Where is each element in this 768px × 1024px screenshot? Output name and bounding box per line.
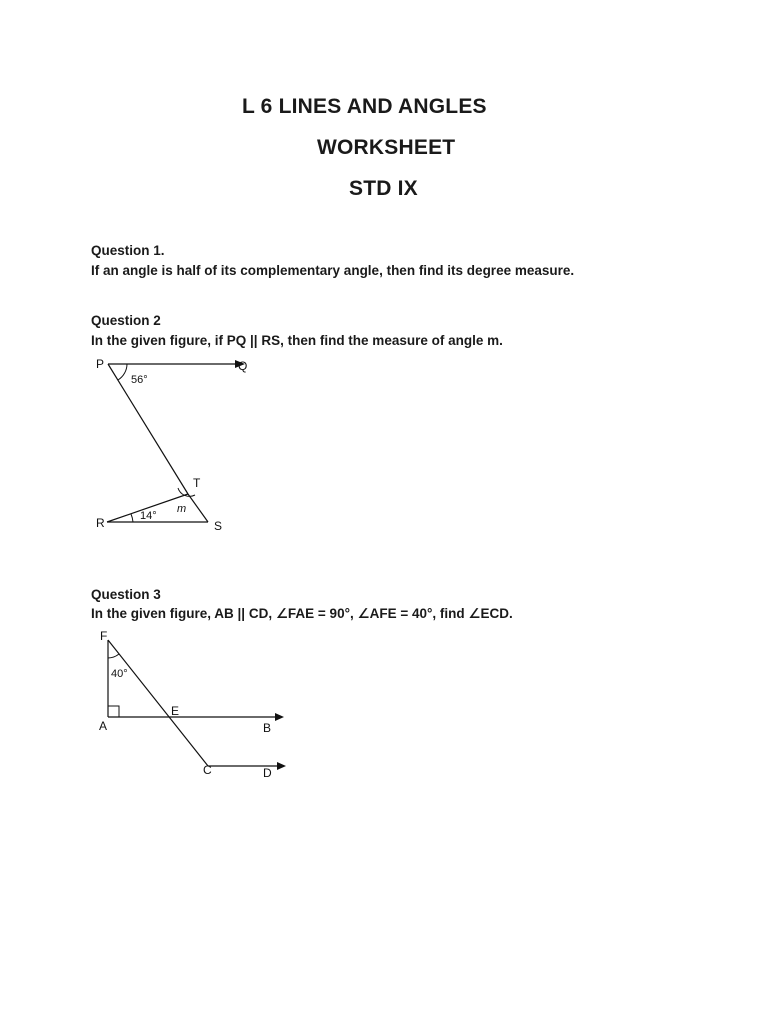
angle-arc-r xyxy=(131,514,133,522)
line-ts xyxy=(188,494,208,522)
label-a: A xyxy=(99,719,108,733)
line-pt xyxy=(108,364,188,494)
arrow-d-icon xyxy=(277,762,286,770)
label-c: C xyxy=(203,763,212,777)
question-2-heading: Question 2 xyxy=(91,313,161,328)
label-d: D xyxy=(263,766,272,780)
question-3-text: In the given figure, AB || CD, ∠FAE = 90°, ∠AFE = 40°, find ∠ECD. xyxy=(91,606,513,621)
label-f: F xyxy=(100,629,108,643)
question-3-figure xyxy=(85,626,300,781)
worksheet-class: STD IX xyxy=(349,177,418,200)
label-q: Q xyxy=(238,359,248,373)
angle-arc-p xyxy=(118,364,127,380)
worksheet-subtitle: WORKSHEET xyxy=(317,136,456,159)
label-s: S xyxy=(214,519,223,533)
worksheet-title: L 6 LINES AND ANGLES xyxy=(242,95,487,118)
question-3-heading: Question 3 xyxy=(91,587,161,602)
label-r: R xyxy=(96,516,105,530)
angle-40-label: 40° xyxy=(111,668,128,680)
label-b: B xyxy=(263,721,272,735)
question-1-heading: Question 1. xyxy=(91,243,165,258)
question-1-text: If an angle is half of its complementary angle, then find its degree measure. xyxy=(91,263,575,278)
angle-m-label: m xyxy=(177,503,187,515)
label-t: T xyxy=(193,476,201,490)
angle-56-label: 56° xyxy=(131,374,148,386)
line-fc xyxy=(108,640,208,766)
question-2-text: In the given figure, if PQ || RS, then find the measure of angle m. xyxy=(91,333,503,348)
angle-14-label: 14° xyxy=(140,510,157,522)
angle-arc-f xyxy=(108,654,119,658)
arrow-b-icon xyxy=(275,713,284,721)
question-2-figure xyxy=(85,352,275,537)
right-angle-mark xyxy=(108,706,119,717)
label-p: P xyxy=(96,357,105,371)
label-e: E xyxy=(171,704,180,718)
